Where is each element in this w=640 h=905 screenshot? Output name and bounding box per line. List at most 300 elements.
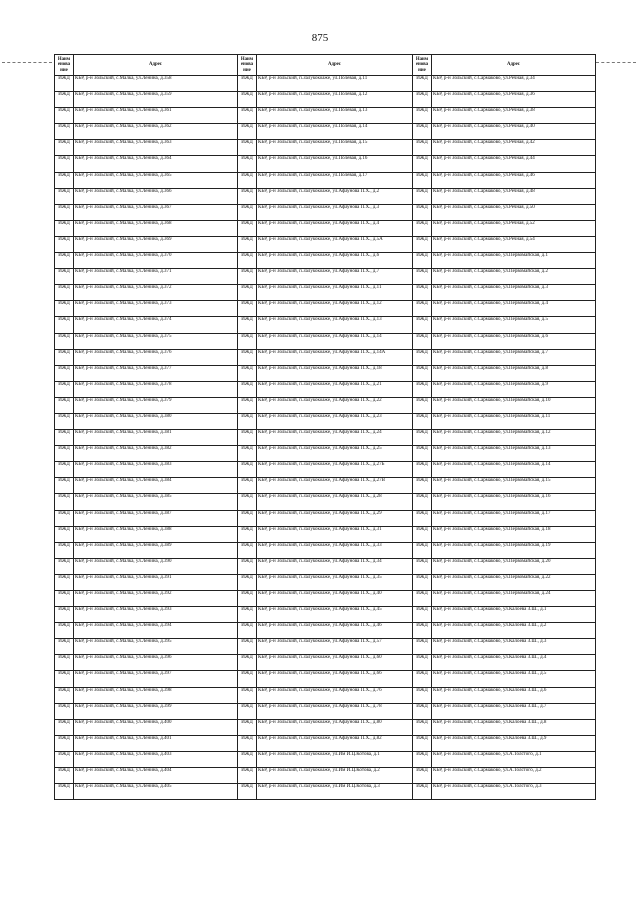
address-cell: КБР, р-н Зольский, п.Залукокоаже, ул.Афаунова П.Х., д.5А xyxy=(257,236,413,252)
address-cell: КБР, р-н Зольский, с.Сармаково, ул.Речная, д.34 xyxy=(432,76,596,92)
address-cell: КБР, р-н Зольский, п.Залукокоаже, ул.Афаунова П.Х., д.4 xyxy=(257,220,413,236)
address-cell: КБР, р-н Зольский, с.Сармаково, ул.Речная, д.40 xyxy=(432,124,596,140)
address-cell: КБР, р-н Зольский, с.Малка, ул.Ленина, д.390 xyxy=(74,558,238,574)
object-type-cell: ИЖД xyxy=(55,768,74,784)
address-cell: КБР, р-н Зольский, с.Малка, ул.Ленина, д.384 xyxy=(74,478,238,494)
address-cell: КБР, р-н Зольский, п.Залукокоаже, ул.Афаунова П.Х., д.23 xyxy=(257,413,413,429)
address-cell: КБР, р-н Зольский, с.Сармаково, ул.Первомайская, д.19 xyxy=(432,542,596,558)
table-row xyxy=(55,542,596,558)
address-cell: КБР, р-н Зольский, п.Залукокоаже, ул.Полевая, д.13 xyxy=(257,108,413,124)
address-cell: КБР, р-н Зольский, п.Залукокоаже, ул.Афаунова П.Х., д.33 xyxy=(257,542,413,558)
object-type-cell: ИЖД xyxy=(55,735,74,751)
address-cell: КБР, р-н Зольский, с.Малка, ул.Ленина, д.396 xyxy=(74,655,238,671)
table-row xyxy=(55,526,596,542)
address-cell: КБР, р-н Зольский, с.Малка, ул.Ленина, д.403 xyxy=(74,751,238,767)
address-cell: КБР, р-н Зольский, с.Малка, ул.Ленина, д.385 xyxy=(74,494,238,510)
object-type-cell: ИЖД xyxy=(238,220,257,236)
object-type-cell: ИЖД xyxy=(55,526,74,542)
page-number: 875 xyxy=(311,32,329,44)
address-cell: КБР, р-н Зольский, с.Малка, ул.Ленина, д.366 xyxy=(74,188,238,204)
object-type-cell: ИЖД xyxy=(238,140,257,156)
object-type-cell: ИЖД xyxy=(238,397,257,413)
object-type-cell: ИЖД xyxy=(55,124,74,140)
address-cell: КБР, р-н Зольский, с.Малка, ул.Ленина, д.380 xyxy=(74,413,238,429)
address-cell: КБР, р-н Зольский, с.Сармаково, ул.Первомайская, д.12 xyxy=(432,430,596,446)
address-cell: КБР, р-н Зольский, с.Малка, ул.Ленина, д.401 xyxy=(74,735,238,751)
table-row xyxy=(55,269,596,285)
address-cell: КБР, р-н Зольский, с.Сармаково, ул.Первомайская, д.5 xyxy=(432,317,596,333)
address-cell: КБР, р-н Зольский, с.Сармаково, ул.Речная, д.52 xyxy=(432,220,596,236)
column-header-address: Адрес xyxy=(257,55,413,76)
table-row xyxy=(55,413,596,429)
table-row xyxy=(55,607,596,623)
object-type-cell: ИЖД xyxy=(413,413,432,429)
object-type-cell: ИЖД xyxy=(238,124,257,140)
table-row xyxy=(55,591,596,607)
address-cell: КБР, р-н Зольский, с.Сармаково, ул.Первомайская, д.8 xyxy=(432,365,596,381)
address-cell: КБР, р-н Зольский, с.Сармаково, ул.Калоева З.Ш., д.5 xyxy=(432,671,596,687)
object-type-cell: ИЖД xyxy=(238,735,257,751)
address-cell: КБР, р-н Зольский, с.Малка, ул.Ленина, д.376 xyxy=(74,349,238,365)
object-type-cell: ИЖД xyxy=(55,397,74,413)
table-row xyxy=(55,124,596,140)
object-type-cell: ИЖД xyxy=(413,349,432,365)
address-cell: КБР, р-н Зольский, с.Малка, ул.Ленина, д.375 xyxy=(74,333,238,349)
address-cell: КБР, р-н Зольский, с.Малка, ул.Ленина, д.362 xyxy=(74,124,238,140)
address-cell: КБР, р-н Зольский, п.Залукокоаже, ул.Афаунова П.Х., д.14А xyxy=(257,349,413,365)
object-type-cell: ИЖД xyxy=(55,591,74,607)
table-row xyxy=(55,574,596,590)
cut-line-right xyxy=(596,62,636,63)
address-cell: КБР, р-н Зольский, с.Малка, ул.Ленина, д.359 xyxy=(74,92,238,108)
object-type-cell: ИЖД xyxy=(413,623,432,639)
address-cell: КБР, р-н Зольский, с.Сармаково, ул.Первомайская, д.17 xyxy=(432,510,596,526)
address-cell: КБР, р-н Зольский, с.Сармаково, ул.Первомайская, д.14 xyxy=(432,462,596,478)
address-cell: КБР, р-н Зольский, с.Малка, ул.Ленина, д.400 xyxy=(74,719,238,735)
object-type-cell: ИЖД xyxy=(413,92,432,108)
object-type-cell: ИЖД xyxy=(55,301,74,317)
object-type-cell: ИЖД xyxy=(238,751,257,767)
address-cell: КБР, р-н Зольский, с.Сармаково, ул.Калоева З.Ш., д.3 xyxy=(432,639,596,655)
address-cell: КБР, р-н Зольский, с.Малка, ул.Ленина, д.368 xyxy=(74,220,238,236)
table-row xyxy=(55,301,596,317)
address-cell: КБР, р-н Зольский, с.Сармаково, ул.Первомайская, д.4 xyxy=(432,301,596,317)
address-cell: КБР, р-н Зольский, с.Сармаково, ул.Первомайская, д.15 xyxy=(432,478,596,494)
object-type-cell: ИЖД xyxy=(55,639,74,655)
address-cell: КБР, р-н Зольский, п.Залукокоаже, ул.Афаунова П.Х., д.11 xyxy=(257,285,413,301)
object-type-cell: ИЖД xyxy=(413,768,432,784)
object-type-cell: ИЖД xyxy=(413,446,432,462)
object-type-cell: ИЖД xyxy=(413,108,432,124)
address-cell: КБР, р-н Зольский, с.Малка, ул.Ленина, д.388 xyxy=(74,526,238,542)
object-type-cell: ИЖД xyxy=(238,92,257,108)
object-type-cell: ИЖД xyxy=(413,220,432,236)
object-type-cell: ИЖД xyxy=(238,349,257,365)
address-cell: КБР, р-н Зольский, п.Залукокоаже, ул.Полевая, д.11 xyxy=(257,76,413,92)
object-type-cell: ИЖД xyxy=(413,751,432,767)
table-row xyxy=(55,510,596,526)
object-type-cell: ИЖД xyxy=(55,188,74,204)
table-row xyxy=(55,333,596,349)
object-type-cell: ИЖД xyxy=(238,768,257,784)
address-cell: КБР, р-н Зольский, с.Сармаково, ул.Первомайская, д.22 xyxy=(432,574,596,590)
address-cell: КБР, р-н Зольский, п.Залукокоаже, ул.Афаунова П.Х., д.35 xyxy=(257,574,413,590)
object-type-cell: ИЖД xyxy=(413,639,432,655)
object-type-cell: ИЖД xyxy=(413,574,432,590)
object-type-cell: ИЖД xyxy=(238,510,257,526)
address-cell: КБР, р-н Зольский, с.Сармаково, ул.Речная, д.48 xyxy=(432,188,596,204)
address-cell: КБР, р-н Зольский, с.Малка, ул.Ленина, д.405 xyxy=(74,784,238,800)
object-type-cell: ИЖД xyxy=(413,430,432,446)
object-type-cell: ИЖД xyxy=(238,446,257,462)
address-register-table xyxy=(54,54,596,800)
address-cell: КБР, р-н Зольский, п.Залукокоаже, ул.Афаунова П.Х., д.13 xyxy=(257,317,413,333)
object-type-cell: ИЖД xyxy=(238,784,257,800)
table-row xyxy=(55,92,596,108)
address-cell: КБР, р-н Зольский, с.Малка, ул.Ленина, д.367 xyxy=(74,204,238,220)
object-type-cell: ИЖД xyxy=(238,156,257,172)
object-type-cell: ИЖД xyxy=(238,172,257,188)
object-type-cell: ИЖД xyxy=(55,172,74,188)
address-cell: КБР, р-н Зольский, с.Сармаково, ул.Первомайская, д.6 xyxy=(432,333,596,349)
table-row xyxy=(55,108,596,124)
object-type-cell: ИЖД xyxy=(55,253,74,269)
object-type-cell: ИЖД xyxy=(55,671,74,687)
address-cell: КБР, р-н Зольский, с.Сармаково, ул.Калоева З.Ш., д.2 xyxy=(432,623,596,639)
object-type-cell: ИЖД xyxy=(238,478,257,494)
table-row xyxy=(55,768,596,784)
object-type-cell: ИЖД xyxy=(55,655,74,671)
object-type-cell: ИЖД xyxy=(55,574,74,590)
address-cell: КБР, р-н Зольский, с.Сармаково, ул.Речная, д.42 xyxy=(432,140,596,156)
address-cell: КБР, р-н Зольский, с.Малка, ул.Ленина, д.392 xyxy=(74,591,238,607)
object-type-cell: ИЖД xyxy=(413,542,432,558)
address-cell: КБР, р-н Зольский, с.Малка, ул.Ленина, д.378 xyxy=(74,381,238,397)
address-cell: КБР, р-н Зольский, с.Малка, ул.Ленина, д.379 xyxy=(74,397,238,413)
address-cell: КБР, р-н Зольский, с.Сармаково, ул.Калоева З.Ш., д.1 xyxy=(432,607,596,623)
object-type-cell: ИЖД xyxy=(413,172,432,188)
object-type-cell: ИЖД xyxy=(238,591,257,607)
object-type-cell: ИЖД xyxy=(238,623,257,639)
address-cell: КБР, р-н Зольский, п.Залукокоаже, ул.Полевая, д.15 xyxy=(257,140,413,156)
object-type-cell: ИЖД xyxy=(413,204,432,220)
table-row xyxy=(55,478,596,494)
object-type-cell: ИЖД xyxy=(238,607,257,623)
address-cell: КБР, р-н Зольский, с.Сармаково, ул.Калоева З.Ш., д.7 xyxy=(432,703,596,719)
object-type-cell: ИЖД xyxy=(413,462,432,478)
address-cell: КБР, р-н Зольский, с.Сармаково, ул.Первомайская, д.18 xyxy=(432,526,596,542)
table-row xyxy=(55,172,596,188)
object-type-cell: ИЖД xyxy=(413,784,432,800)
object-type-cell: ИЖД xyxy=(55,494,74,510)
address-cell: КБР, р-н Зольский, с.Малка, ул.Ленина, д.374 xyxy=(74,317,238,333)
column-header-type: Наим енова ние xyxy=(55,55,74,76)
object-type-cell: ИЖД xyxy=(55,349,74,365)
cut-line-left xyxy=(2,62,52,63)
object-type-cell: ИЖД xyxy=(55,220,74,236)
address-cell: КБР, р-н Зольский, с.Сармаково, ул.А.Толстого, д.2 xyxy=(432,768,596,784)
object-type-cell: ИЖД xyxy=(238,655,257,671)
object-type-cell: ИЖД xyxy=(55,607,74,623)
address-cell: КБР, р-н Зольский, с.Сармаково, ул.Калоева З.Ш., д.9 xyxy=(432,735,596,751)
object-type-cell: ИЖД xyxy=(55,542,74,558)
table-row xyxy=(55,236,596,252)
address-cell: КБР, р-н Зольский, с.Сармаково, ул.Речная, д.38 xyxy=(432,108,596,124)
address-cell: КБР, р-н Зольский, п.Залукокоаже, ул.Афаунова П.Х., д.27Б xyxy=(257,462,413,478)
address-cell: КБР, р-н Зольский, с.Сармаково, ул.Первомайская, д.13 xyxy=(432,446,596,462)
address-cell: КБР, р-н Зольский, с.Сармаково, ул.Первомайская, д.2 xyxy=(432,269,596,285)
object-type-cell: ИЖД xyxy=(413,140,432,156)
address-cell: КБР, р-н Зольский, с.Сармаково, ул.Первомайская, д.24 xyxy=(432,591,596,607)
address-cell: КБР, р-н Зольский, с.Сармаково, ул.Речная, д.44 xyxy=(432,156,596,172)
address-cell: КБР, р-н Зольский, с.Сармаково, ул.Речная, д.54 xyxy=(432,236,596,252)
object-type-cell: ИЖД xyxy=(413,253,432,269)
table-row xyxy=(55,430,596,446)
table-row xyxy=(55,784,596,800)
object-type-cell: ИЖД xyxy=(238,301,257,317)
address-cell: КБР, р-н Зольский, с.Сармаково, ул.Первомайская, д.7 xyxy=(432,349,596,365)
object-type-cell: ИЖД xyxy=(238,76,257,92)
address-cell: КБР, р-н Зольский, с.Сармаково, ул.Речная, д.50 xyxy=(432,204,596,220)
table-row xyxy=(55,188,596,204)
address-cell: КБР, р-н Зольский, п.Залукокоаже, ул.Афаунова П.Х., д.60 xyxy=(257,655,413,671)
object-type-cell: ИЖД xyxy=(55,236,74,252)
object-type-cell: ИЖД xyxy=(413,558,432,574)
object-type-cell: ИЖД xyxy=(238,188,257,204)
object-type-cell: ИЖД xyxy=(238,317,257,333)
address-cell: КБР, р-н Зольский, п.Залукокоаже, ул.Афаунова П.Х., д.45 xyxy=(257,607,413,623)
address-cell: КБР, р-н Зольский, с.Сармаково, ул.Первомайская, д.1 xyxy=(432,253,596,269)
address-cell: КБР, р-н Зольский, с.Сармаково, ул.Первомайская, д.20 xyxy=(432,558,596,574)
object-type-cell: ИЖД xyxy=(238,285,257,301)
object-type-cell: ИЖД xyxy=(55,317,74,333)
address-cell: КБР, р-н Зольский, с.Малка, ул.Ленина, д.382 xyxy=(74,446,238,462)
object-type-cell: ИЖД xyxy=(55,156,74,172)
object-type-cell: ИЖД xyxy=(55,558,74,574)
address-cell: КБР, р-н Зольский, п.Залукокоаже, ул.Афаунова П.Х., д.14 xyxy=(257,333,413,349)
table-row xyxy=(55,719,596,735)
address-cell: КБР, р-н Зольский, п.Залукокоаже, ул.Афаунова П.Х., д.40 xyxy=(257,591,413,607)
table-row xyxy=(55,655,596,671)
table-row xyxy=(55,381,596,397)
object-type-cell: ИЖД xyxy=(413,236,432,252)
table-row xyxy=(55,397,596,413)
object-type-cell: ИЖД xyxy=(238,639,257,655)
object-type-cell: ИЖД xyxy=(413,510,432,526)
column-header-type: Наим енова ние xyxy=(413,55,432,76)
table-row xyxy=(55,140,596,156)
object-type-cell: ИЖД xyxy=(238,253,257,269)
object-type-cell: ИЖД xyxy=(55,285,74,301)
address-cell: КБР, р-н Зольский, с.Сармаково, ул.Калоева З.Ш., д.6 xyxy=(432,687,596,703)
object-type-cell: ИЖД xyxy=(55,478,74,494)
object-type-cell: ИЖД xyxy=(238,381,257,397)
object-type-cell: ИЖД xyxy=(413,607,432,623)
address-cell: КБР, р-н Зольский, с.Малка, ул.Ленина, д.391 xyxy=(74,574,238,590)
table-row xyxy=(55,446,596,462)
object-type-cell: ИЖД xyxy=(55,430,74,446)
object-type-cell: ИЖД xyxy=(238,204,257,220)
table-row xyxy=(55,671,596,687)
object-type-cell: ИЖД xyxy=(238,671,257,687)
object-type-cell: ИЖД xyxy=(238,719,257,735)
address-cell: КБР, р-н Зольский, с.Малка, ул.Ленина, д.383 xyxy=(74,462,238,478)
object-type-cell: ИЖД xyxy=(413,671,432,687)
table-row xyxy=(55,558,596,574)
address-cell: КБР, р-н Зольский, с.Сармаково, ул.Первомайская, д.11 xyxy=(432,413,596,429)
object-type-cell: ИЖД xyxy=(55,365,74,381)
address-cell: КБР, р-н Зольский, п.Залукокоаже, ул.Афаунова П.Х., д.34 xyxy=(257,558,413,574)
object-type-cell: ИЖД xyxy=(55,703,74,719)
object-type-cell: ИЖД xyxy=(55,108,74,124)
address-cell: КБР, р-н Зольский, с.Малка, ул.Ленина, д.369 xyxy=(74,236,238,252)
table-row xyxy=(55,220,596,236)
address-cell: КБР, р-н Зольский, с.Малка, ул.Ленина, д.371 xyxy=(74,269,238,285)
address-cell: КБР, р-н Зольский, с.Малка, ул.Ленина, д.395 xyxy=(74,639,238,655)
object-type-cell: ИЖД xyxy=(413,478,432,494)
table-row xyxy=(55,365,596,381)
object-type-cell: ИЖД xyxy=(238,687,257,703)
object-type-cell: ИЖД xyxy=(55,269,74,285)
table-row xyxy=(55,285,596,301)
object-type-cell: ИЖД xyxy=(55,76,74,92)
address-cell: КБР, р-н Зольский, с.Малка, ул.Ленина, д.373 xyxy=(74,301,238,317)
address-cell: КБР, р-н Зольский, с.Малка, ул.Ленина, д.377 xyxy=(74,365,238,381)
table-body xyxy=(55,76,596,800)
address-cell: КБР, р-н Зольский, п.Залукокоаже, ул.Афаунова П.Х., д.12 xyxy=(257,301,413,317)
address-cell: КБР, р-н Зольский, п.Залукокоаже, ул.Афаунова П.Х., д.57 xyxy=(257,639,413,655)
address-cell: КБР, р-н Зольский, с.Малка, ул.Ленина, д.399 xyxy=(74,703,238,719)
address-cell: КБР, р-н Зольский, п.Залукокоаже, ул.Полевая, д.16 xyxy=(257,156,413,172)
address-cell: КБР, р-н Зольский, п.Залукокоаже, ул.Афаунова П.Х., д.18 xyxy=(257,365,413,381)
object-type-cell: ИЖД xyxy=(55,687,74,703)
table-row xyxy=(55,462,596,478)
address-cell: КБР, р-н Зольский, с.Малка, ул.Ленина, д.365 xyxy=(74,172,238,188)
object-type-cell: ИЖД xyxy=(413,317,432,333)
object-type-cell: ИЖД xyxy=(238,703,257,719)
address-cell: КБР, р-н Зольский, с.Малка, ул.Ленина, д.381 xyxy=(74,430,238,446)
address-cell: КБР, р-н Зольский, п.Залукокоаже, ул.Афаунова П.Х., д.22 xyxy=(257,397,413,413)
object-type-cell: ИЖД xyxy=(238,574,257,590)
object-type-cell: ИЖД xyxy=(413,719,432,735)
address-cell: КБР, р-н Зольский, п.Залукокоаже, ул.Афаунова П.Х., д.2 xyxy=(257,188,413,204)
address-cell: КБР, р-н Зольский, п.Залукокоаже, ул.Афаунова П.Х., д.27В xyxy=(257,478,413,494)
address-cell: КБР, р-н Зольский, п.Залукокоаже, ул.Афаунова П.Х., д.80 xyxy=(257,719,413,735)
object-type-cell: ИЖД xyxy=(413,591,432,607)
column-header-type: Наим енова ние xyxy=(238,55,257,76)
address-cell: КБР, р-н Зольский, с.Малка, ул.Ленина, д.358 xyxy=(74,76,238,92)
address-cell: КБР, р-н Зольский, с.Малка, ул.Ленина, д.404 xyxy=(74,768,238,784)
object-type-cell: ИЖД xyxy=(413,526,432,542)
object-type-cell: ИЖД xyxy=(55,381,74,397)
object-type-cell: ИЖД xyxy=(238,108,257,124)
address-cell: КБР, р-н Зольский, п.Залукокоаже, ул.Афаунова П.Х., д.7 xyxy=(257,269,413,285)
address-cell: КБР, р-н Зольский, п.Залукокоаже, ул.Им И.Ц.Котова, д.3 xyxy=(257,784,413,800)
object-type-cell: ИЖД xyxy=(55,623,74,639)
object-type-cell: ИЖД xyxy=(413,735,432,751)
address-cell: КБР, р-н Зольский, с.Малка, ул.Ленина, д.393 xyxy=(74,607,238,623)
object-type-cell: ИЖД xyxy=(238,269,257,285)
object-type-cell: ИЖД xyxy=(55,204,74,220)
object-type-cell: ИЖД xyxy=(413,655,432,671)
object-type-cell: ИЖД xyxy=(238,333,257,349)
address-cell: КБР, р-н Зольский, п.Залукокоаже, ул.Афаунова П.Х., д.78 xyxy=(257,703,413,719)
object-type-cell: ИЖД xyxy=(55,751,74,767)
address-cell: КБР, р-н Зольский, п.Залукокоаже, ул.Афаунова П.Х., д.24 xyxy=(257,430,413,446)
table-row xyxy=(55,156,596,172)
address-cell: КБР, р-н Зольский, п.Залукокоаже, ул.Афаунова П.Х., д.3 xyxy=(257,204,413,220)
object-type-cell: ИЖД xyxy=(413,301,432,317)
table-row xyxy=(55,687,596,703)
address-cell: КБР, р-н Зольский, с.Сармаково, ул.Речная, д.46 xyxy=(432,172,596,188)
address-cell: КБР, р-н Зольский, с.Малка, ул.Ленина, д.394 xyxy=(74,623,238,639)
column-header-address: Адрес xyxy=(74,55,238,76)
address-cell: КБР, р-н Зольский, с.Сармаково, ул.Первомайская, д.9 xyxy=(432,381,596,397)
object-type-cell: ИЖД xyxy=(413,703,432,719)
address-cell: КБР, р-н Зольский, с.Малка, ул.Ленина, д.370 xyxy=(74,253,238,269)
object-type-cell: ИЖД xyxy=(413,124,432,140)
address-cell: КБР, р-н Зольский, с.Сармаково, ул.А.Толстого, д.1 xyxy=(432,751,596,767)
object-type-cell: ИЖД xyxy=(55,510,74,526)
address-cell: КБР, р-н Зольский, п.Залукокоаже, ул.Афаунова П.Х., д.28 xyxy=(257,494,413,510)
address-cell: КБР, р-н Зольский, с.Малка, ул.Ленина, д.389 xyxy=(74,542,238,558)
address-cell: КБР, р-н Зольский, п.Залукокоаже, ул.Афаунова П.Х., д.31 xyxy=(257,526,413,542)
object-type-cell: ИЖД xyxy=(238,430,257,446)
table-row xyxy=(55,623,596,639)
object-type-cell: ИЖД xyxy=(55,784,74,800)
address-cell: КБР, р-н Зольский, с.Малка, ул.Ленина, д.364 xyxy=(74,156,238,172)
table-row xyxy=(55,204,596,220)
object-type-cell: ИЖД xyxy=(55,413,74,429)
table-row xyxy=(55,76,596,92)
address-cell: КБР, р-н Зольский, с.Сармаково, ул.Первомайская, д.3 xyxy=(432,285,596,301)
address-cell: КБР, р-н Зольский, п.Залукокоаже, ул.Афаунова П.Х., д.29 xyxy=(257,510,413,526)
object-type-cell: ИЖД xyxy=(413,156,432,172)
address-cell: КБР, р-н Зольский, п.Залукокоаже, ул.Полевая, д.17 xyxy=(257,172,413,188)
table-row xyxy=(55,494,596,510)
address-cell: КБР, р-н Зольский, с.Сармаково, ул.Калоева З.Ш., д.4 xyxy=(432,655,596,671)
address-cell: КБР, р-н Зольский, с.Малка, ул.Ленина, д.398 xyxy=(74,687,238,703)
table-row xyxy=(55,349,596,365)
object-type-cell: ИЖД xyxy=(238,365,257,381)
object-type-cell: ИЖД xyxy=(55,333,74,349)
object-type-cell: ИЖД xyxy=(413,397,432,413)
object-type-cell: ИЖД xyxy=(413,188,432,204)
address-cell: КБР, р-н Зольский, с.Сармаково, ул.Первомайская, д.16 xyxy=(432,494,596,510)
address-cell: КБР, р-н Зольский, с.Малка, ул.Ленина, д.361 xyxy=(74,108,238,124)
address-cell: КБР, р-н Зольский, с.Сармаково, ул.Калоева З.Ш., д.8 xyxy=(432,719,596,735)
address-cell: КБР, р-н Зольский, п.Залукокоаже, ул.Полевая, д.14 xyxy=(257,124,413,140)
address-cell: КБР, р-н Зольский, п.Залукокоаже, ул.Афаунова П.Х., д.21 xyxy=(257,381,413,397)
address-cell: КБР, р-н Зольский, с.Малка, ул.Ленина, д.397 xyxy=(74,671,238,687)
address-cell: КБР, р-н Зольский, п.Залукокоаже, ул.Полевая, д.12 xyxy=(257,92,413,108)
table-row xyxy=(55,703,596,719)
object-type-cell: ИЖД xyxy=(55,140,74,156)
object-type-cell: ИЖД xyxy=(413,381,432,397)
address-cell: КБР, р-н Зольский, с.Сармаково, ул.А.Толстого, д.3 xyxy=(432,784,596,800)
object-type-cell: ИЖД xyxy=(238,236,257,252)
address-cell: КБР, р-н Зольский, п.Залукокоаже, ул.Афаунова П.Х., д.76 xyxy=(257,687,413,703)
object-type-cell: ИЖД xyxy=(55,462,74,478)
object-type-cell: ИЖД xyxy=(238,494,257,510)
object-type-cell: ИЖД xyxy=(238,462,257,478)
address-cell: КБР, р-н Зольский, с.Малка, ул.Ленина, д.387 xyxy=(74,510,238,526)
object-type-cell: ИЖД xyxy=(413,494,432,510)
table-row xyxy=(55,751,596,767)
address-cell: КБР, р-н Зольский, с.Сармаково, ул.Первомайская, д.10 xyxy=(432,397,596,413)
object-type-cell: ИЖД xyxy=(413,365,432,381)
object-type-cell: ИЖД xyxy=(413,333,432,349)
